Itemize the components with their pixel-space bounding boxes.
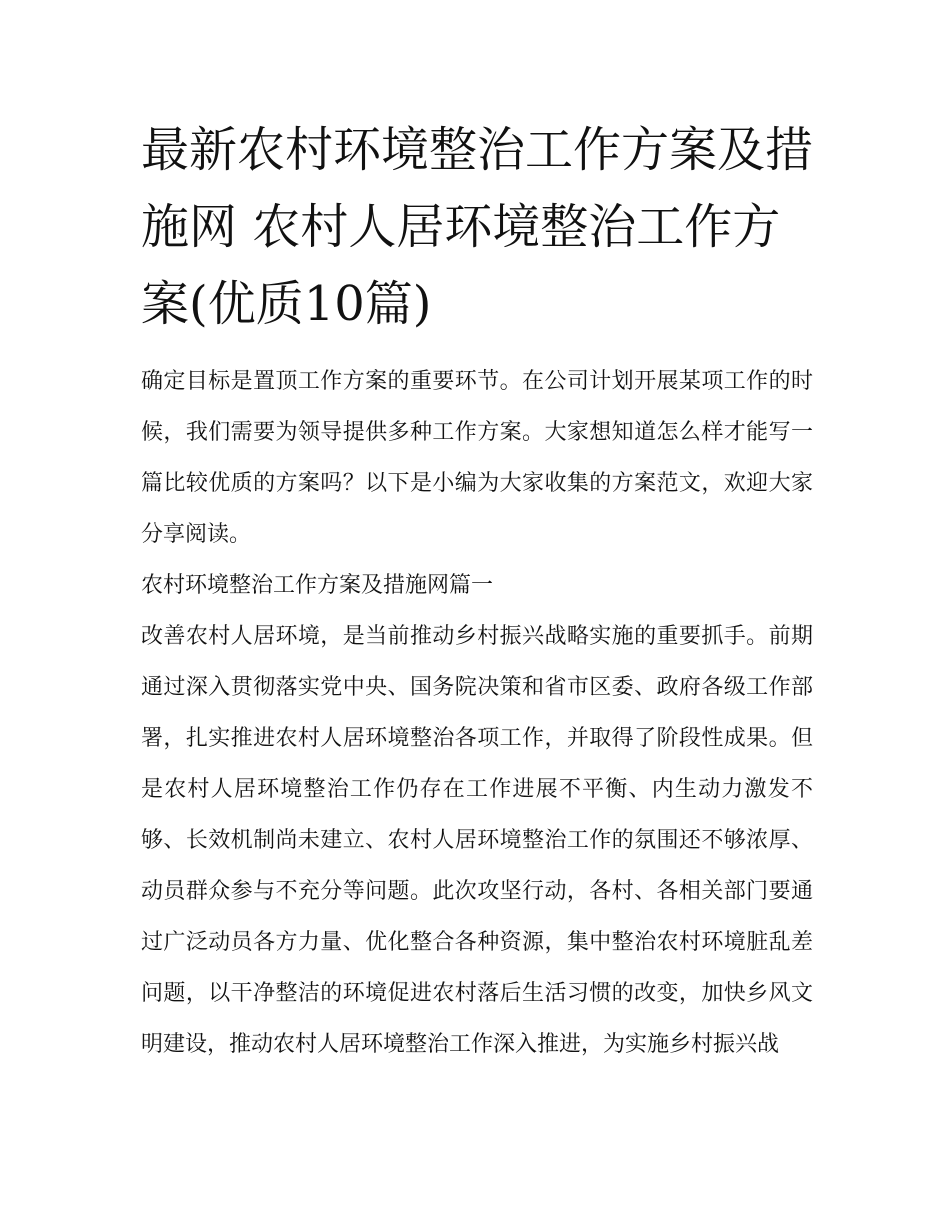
document-title: 最新农村环境整治工作方案及措施网 农村人居环境整治工作方案(优质10篇) xyxy=(141,122,814,332)
section-heading: 农村环境整治工作方案及措施网篇一 xyxy=(141,573,494,598)
document-page xyxy=(141,112,813,1070)
body-paragraph: 改善农村人居环境，是当前推动乡村振兴战略实施的重要抓手。前期通过深入贯彻落实党中央、国务院决策和省市区委、政府各级工作部署，扎实推进农村人居环境整治各项工作，并取得了阶段性成果。但是农村人居环境整治工作仍存在工作进展不平衡、内生动力激发不够、长效机制尚未建立、农村人居环境整治工作的氛围还不够浓厚、动员群众参与不充分等问题。此次攻坚行动，各村、各相关部门要通过广泛动员各方力量、优化整合各种资源，集中整治农村环境脏乱差问题，以干净整洁的环境促进农村落后生活习惯的改变，加快乡风文明建设，推动农村人居环境整治工作深入推进，为实施乡村振兴战 xyxy=(141,624,813,1057)
intro-paragraph: 确定目标是置顶工作方案的重要环节。在公司计划开展某项工作的时候，我们需要为领导提供多种工作方案。大家想知道怎么样才能写一篇比较优质的方案吗？以下是小编为大家收集的方案范文，欢迎大家分享阅读。 xyxy=(141,369,813,547)
